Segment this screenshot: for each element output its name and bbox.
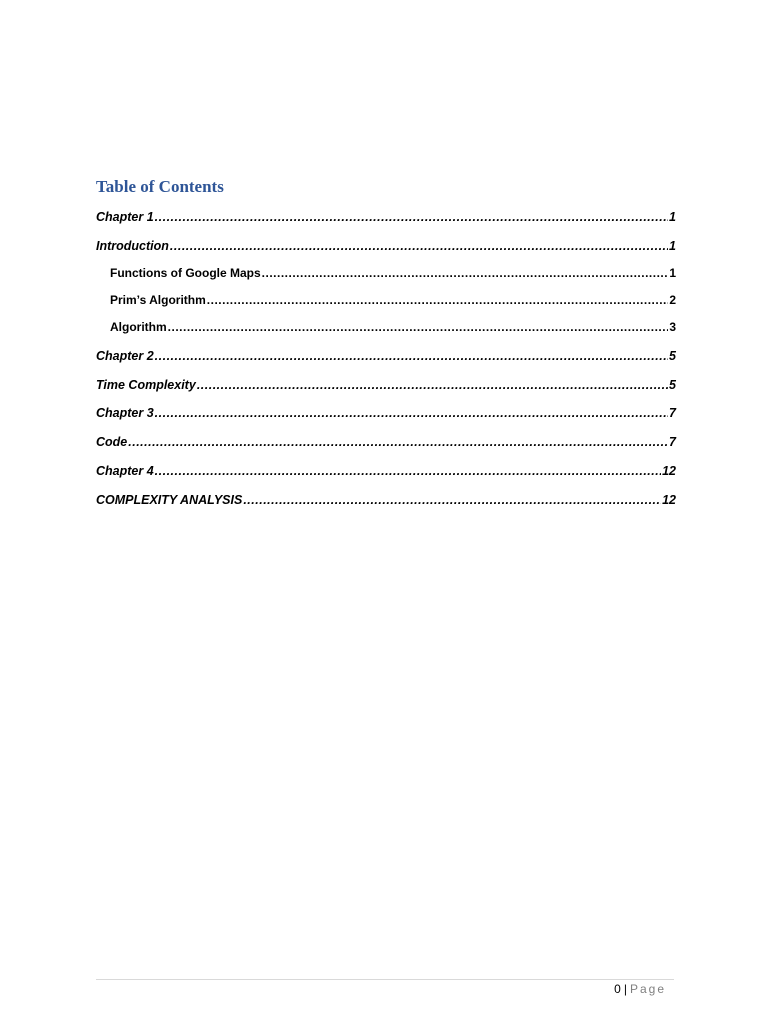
toc-entry-chapter-1[interactable] <box>96 210 676 230</box>
toc-entry-text: Chapter 2 <box>96 349 154 363</box>
toc-page-number: 12 <box>662 464 676 478</box>
toc-page-number: 7 <box>669 435 676 449</box>
toc-page-number: 1 <box>669 210 676 224</box>
toc-entry-text: Chapter 3 <box>96 406 154 420</box>
toc-entry-text: COMPLEXITY ANALYSIS <box>96 493 243 507</box>
footer-separator: | <box>623 982 627 996</box>
footer-divider <box>96 979 674 980</box>
footer-page-number: 0 <box>614 982 621 996</box>
toc-dot-leader <box>170 239 668 253</box>
toc-entry-functions-of-google-maps[interactable] <box>110 266 676 286</box>
toc-entry-text: Chapter 4 <box>96 464 154 478</box>
toc-entry-introduction[interactable] <box>96 239 676 259</box>
toc-page-number: 3 <box>669 320 676 334</box>
toc-dot-leader <box>262 266 669 280</box>
toc-entry-code[interactable] <box>96 435 676 455</box>
toc-entry-complexity-analysis[interactable] <box>96 493 676 513</box>
toc-page-number: 1 <box>669 266 676 280</box>
toc-dot-leader <box>155 464 661 478</box>
page-footer <box>614 982 666 996</box>
toc-entry-text: Code <box>96 435 128 449</box>
toc-page-number: 2 <box>669 293 676 307</box>
toc-page-number: 5 <box>669 378 676 392</box>
toc-entry-chapter-4[interactable] <box>96 464 676 484</box>
toc-entry-text: Chapter 1 <box>96 210 154 224</box>
toc-entry-algorithm[interactable] <box>110 320 676 340</box>
toc-dot-leader <box>197 378 668 392</box>
toc-entry-time-complexity[interactable] <box>96 378 676 398</box>
toc-dot-leader <box>155 210 668 224</box>
toc-dot-leader <box>207 293 669 307</box>
toc-title: Table of Contents <box>96 177 224 196</box>
toc-dot-leader <box>168 320 669 334</box>
toc-dot-leader <box>243 493 661 507</box>
toc-page-number: 1 <box>669 239 676 253</box>
toc-page-number: 12 <box>662 493 676 507</box>
toc-entry-text: Introduction <box>96 239 169 253</box>
toc-entry-chapter-3[interactable] <box>96 406 676 426</box>
toc-dot-leader <box>155 349 668 363</box>
toc-entry-text: Time Complexity <box>96 378 196 392</box>
toc-dot-leader <box>128 435 668 449</box>
toc-entry-text: Functions of Google Maps <box>110 266 261 280</box>
toc-entry-text: Algorithm <box>110 320 167 334</box>
toc-page-number: 5 <box>669 349 676 363</box>
toc-page-number: 7 <box>669 406 676 420</box>
toc-entry-prims-algorithm[interactable] <box>110 293 676 313</box>
toc-entry-text: Prim’s Algorithm <box>110 293 206 307</box>
footer-page-label: Page <box>629 982 666 996</box>
toc-dot-leader <box>155 406 668 420</box>
toc-entry-chapter-2[interactable] <box>96 349 676 369</box>
